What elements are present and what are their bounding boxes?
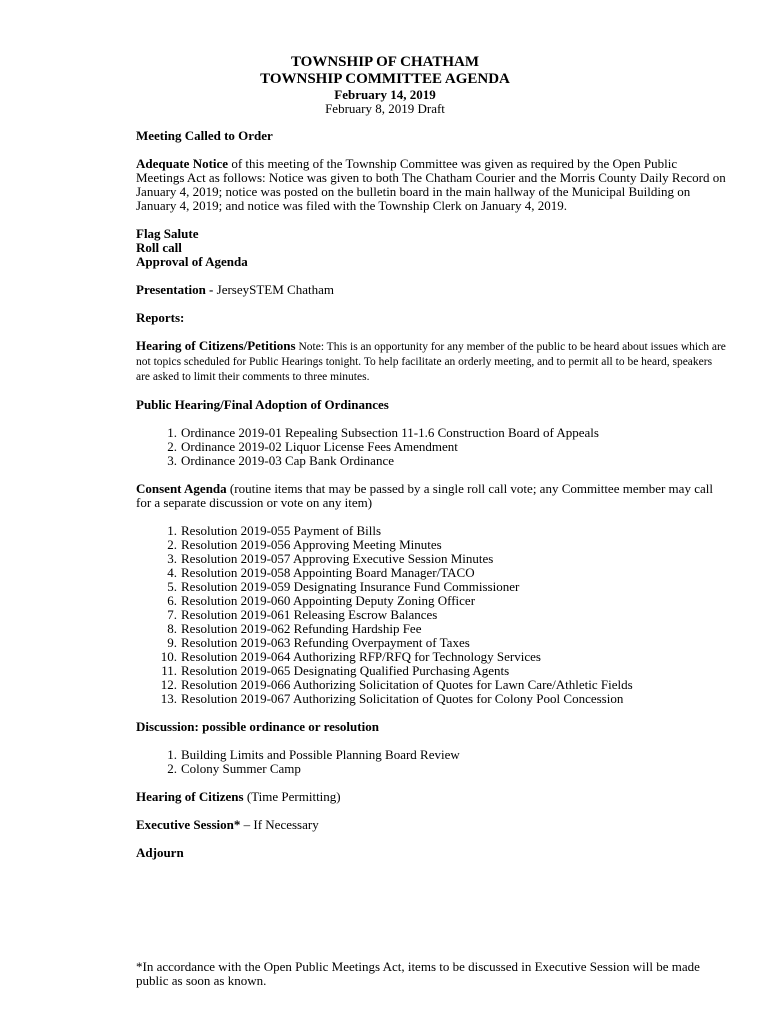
item-number: 6. bbox=[167, 593, 177, 608]
adequate-notice-label: Adequate Notice bbox=[136, 156, 229, 171]
draft-date: February 8, 2019 Draft bbox=[325, 101, 445, 116]
public-hearing-heading: Public Hearing/Final Adoption of Ordinances bbox=[136, 397, 389, 412]
approval-agenda-heading: Approval of Agenda bbox=[136, 254, 248, 269]
item-text: Resolution 2019-062 Refunding Hardship Fee bbox=[181, 621, 422, 636]
list-item bbox=[136, 594, 726, 608]
item-text: Ordinance 2019-03 Cap Bank Ordinance bbox=[181, 453, 394, 468]
discussion-heading: Discussion: possible ordinance or resolution bbox=[136, 719, 379, 734]
list-item bbox=[136, 678, 726, 692]
executive-session-footnote: *In accordance with the Open Public Meetings Act, items to be discussed in Executive Session will be made public as soon as known. bbox=[136, 959, 700, 988]
item-number: 5. bbox=[167, 579, 177, 594]
list-item bbox=[136, 538, 726, 552]
list-item bbox=[136, 524, 726, 538]
opening-items bbox=[136, 227, 726, 269]
adequate-notice-paragraph bbox=[136, 157, 726, 213]
item-number: 9. bbox=[167, 635, 177, 650]
list-item bbox=[136, 552, 726, 566]
item-text: Resolution 2019-058 Appointing Board Manager/TACO bbox=[181, 565, 475, 580]
list-item bbox=[136, 426, 726, 440]
roll-call-heading: Roll call bbox=[136, 240, 182, 255]
flag-salute-heading: Flag Salute bbox=[136, 226, 199, 241]
hearing-citizens-label: Hearing of Citizens bbox=[136, 789, 244, 804]
item-text: Resolution 2019-065 Designating Qualified Purchasing Agents bbox=[181, 663, 510, 678]
item-number: 1. bbox=[167, 747, 177, 762]
item-number: 3. bbox=[167, 551, 177, 566]
list-item bbox=[136, 580, 726, 594]
item-text: Resolution 2019-059 Designating Insurance Fund Commissioner bbox=[181, 579, 520, 594]
item-number: 2. bbox=[167, 537, 177, 552]
resolution-list bbox=[136, 524, 726, 706]
consent-agenda-text: (routine items that may be passed by a single roll call vote; any Committee member may call for a separate discussion or vote on any item) bbox=[136, 481, 713, 510]
list-item bbox=[136, 692, 726, 706]
hearing-citizens-line bbox=[136, 790, 726, 804]
item-number: 1. bbox=[167, 523, 177, 538]
list-item bbox=[136, 650, 726, 664]
list-item bbox=[136, 748, 726, 762]
executive-session-line bbox=[136, 818, 726, 832]
hearing-petitions-label: Hearing of Citizens/Petitions bbox=[136, 338, 296, 353]
item-number: 8. bbox=[167, 621, 177, 636]
township-title: TOWNSHIP OF CHATHAM bbox=[290, 54, 480, 70]
presentation-line bbox=[136, 283, 726, 297]
reports-heading: Reports: bbox=[136, 310, 185, 325]
item-text: Ordinance 2019-01 Repealing Subsection 11-1.6 Construction Board of Appeals bbox=[181, 425, 599, 440]
item-text: Resolution 2019-056 Approving Meeting Minutes bbox=[181, 537, 442, 552]
list-item bbox=[136, 440, 726, 454]
item-number: 1. bbox=[167, 425, 177, 440]
adjourn-heading: Adjourn bbox=[136, 845, 184, 860]
item-number: 13. bbox=[160, 691, 177, 706]
item-number: 2. bbox=[167, 761, 177, 776]
consent-agenda-label: Consent Agenda bbox=[136, 481, 227, 496]
item-text: Resolution 2019-067 Authorizing Solicitation of Quotes for Colony Pool Concession bbox=[181, 691, 624, 706]
list-item bbox=[136, 454, 726, 468]
list-item bbox=[136, 762, 726, 776]
agenda-header bbox=[0, 54, 770, 116]
item-text: Building Limits and Possible Planning Board Review bbox=[181, 747, 460, 762]
hearing-citizens-text: (Time Permitting) bbox=[243, 789, 341, 804]
item-text: Colony Summer Camp bbox=[181, 761, 301, 776]
item-text: Resolution 2019-057 Approving Executive Session Minutes bbox=[181, 551, 494, 566]
list-item bbox=[136, 608, 726, 622]
meeting-date: February 14, 2019 bbox=[334, 87, 436, 102]
item-text: Resolution 2019-063 Refunding Overpayment of Taxes bbox=[181, 635, 470, 650]
presentation-label: Presentation - bbox=[136, 282, 214, 297]
item-number: 3. bbox=[167, 453, 177, 468]
executive-session-label: Executive Session* bbox=[136, 817, 241, 832]
executive-session-text: – If Necessary bbox=[240, 817, 319, 832]
ordinance-list bbox=[136, 426, 726, 468]
agenda-body bbox=[136, 129, 726, 860]
list-item bbox=[136, 636, 726, 650]
adequate-notice-text: of this meeting of the Township Committee was given as required by the Open Public Meetings Act as follows: Notice was given to both The Chatham Courier and the Morris County Daily Record on January 4, 2019; notice was posted on the bulletin board in the main hallway of the Municipal Building on January 4, 2019; and notice was filed with the Township Clerk on January 4, 2019. bbox=[136, 156, 726, 213]
item-number: 12. bbox=[160, 677, 177, 692]
presentation-text: JerseySTEM Chatham bbox=[213, 282, 334, 297]
item-text: Ordinance 2019-02 Liquor License Fees Amendment bbox=[181, 439, 458, 454]
item-text: Resolution 2019-061 Releasing Escrow Balances bbox=[181, 607, 438, 622]
item-number: 4. bbox=[167, 565, 177, 580]
list-item bbox=[136, 566, 726, 580]
discussion-list bbox=[136, 748, 726, 776]
item-number: 11. bbox=[161, 663, 177, 678]
item-number: 2. bbox=[167, 439, 177, 454]
item-text: Resolution 2019-066 Authorizing Solicitation of Quotes for Lawn Care/Athletic Fields bbox=[181, 677, 633, 692]
hearing-petitions-note: Note: This is an opportunity for any member of the public to be heard about issues which are not topics scheduled for Public Hearings tonight. To help facilitate an orderly meeting, and to permit all to be heard, speakers are asked to limit their comments to three minutes. bbox=[136, 341, 726, 383]
list-item bbox=[136, 664, 726, 678]
consent-agenda-paragraph bbox=[136, 482, 726, 510]
item-text: Resolution 2019-055 Payment of Bills bbox=[181, 523, 382, 538]
item-text: Resolution 2019-064 Authorizing RFP/RFQ for Technology Services bbox=[181, 649, 541, 664]
list-item bbox=[136, 622, 726, 636]
item-number: 10. bbox=[160, 649, 177, 664]
meeting-called-heading: Meeting Called to Order bbox=[136, 128, 273, 143]
item-number: 7. bbox=[167, 607, 177, 622]
hearing-petitions-paragraph bbox=[136, 339, 726, 384]
item-text: Resolution 2019-060 Appointing Deputy Zoning Officer bbox=[181, 593, 476, 608]
agenda-title: TOWNSHIP COMMITTEE AGENDA bbox=[260, 71, 510, 87]
